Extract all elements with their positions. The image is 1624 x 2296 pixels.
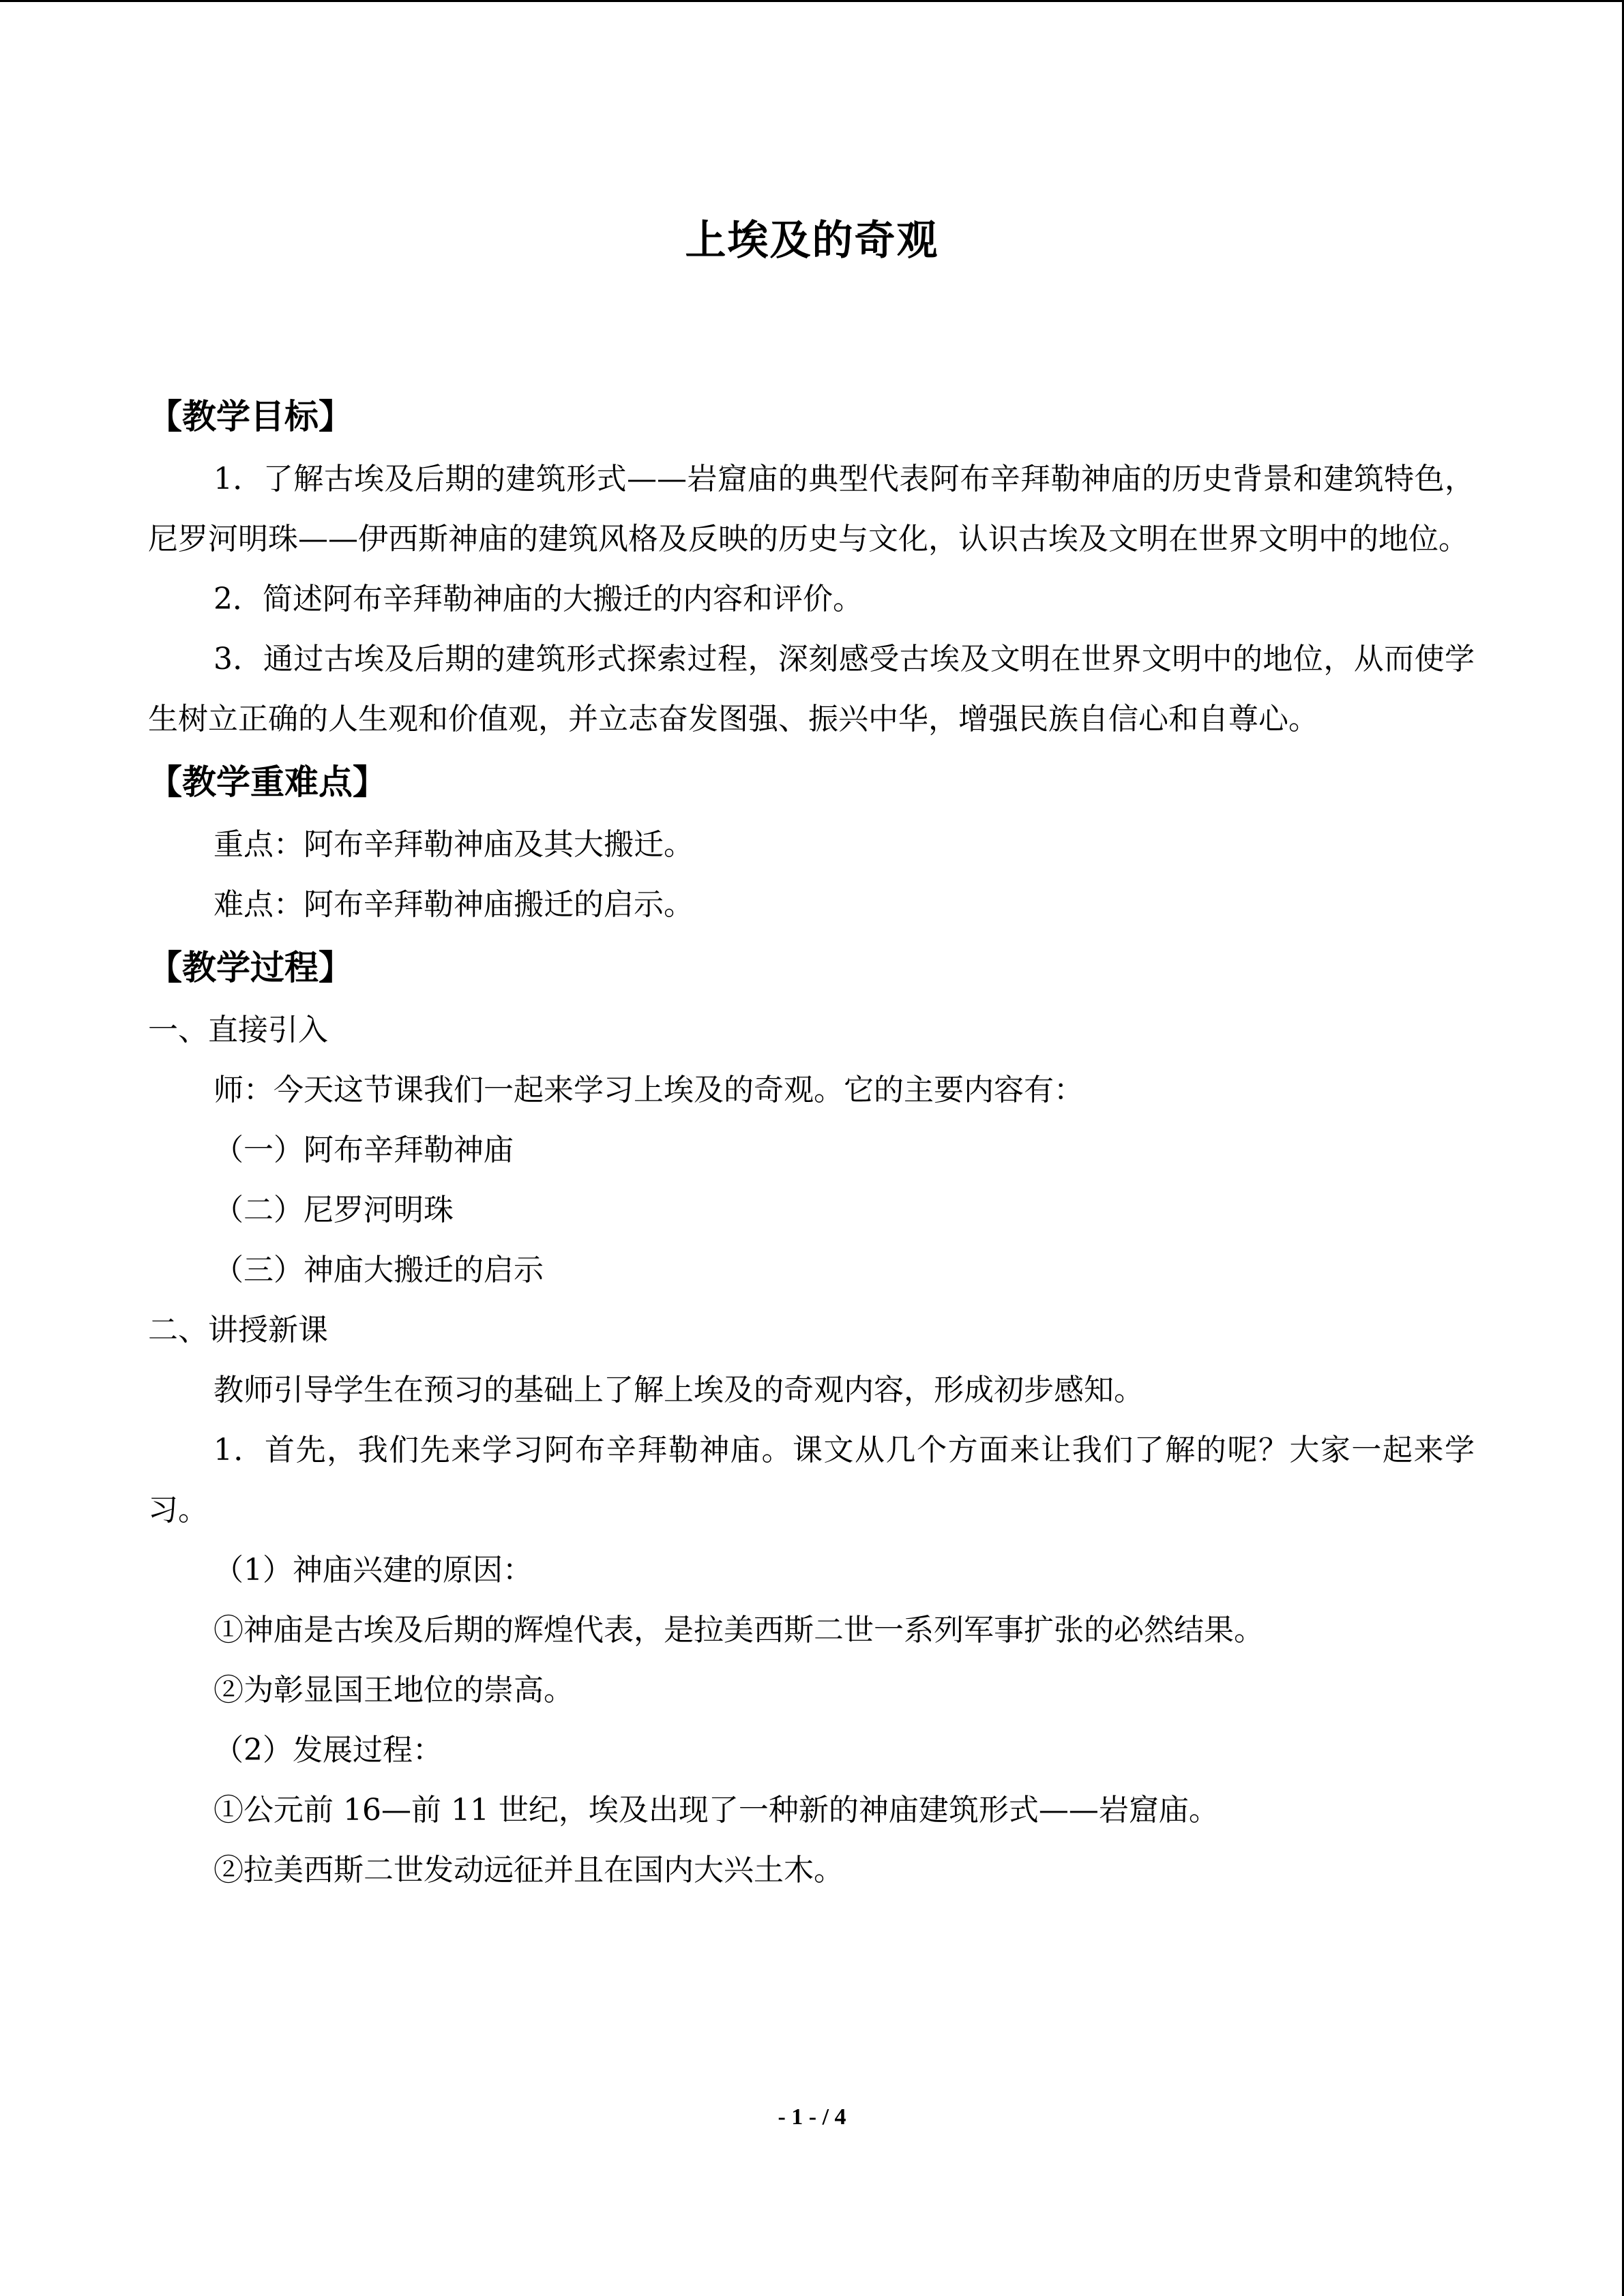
process-sub-item: ①神庙是古埃及后期的辉煌代表，是拉美西斯二世一系列军事扩张的必然结果。 (213, 1613, 1264, 1648)
objective-item: 1．了解古埃及后期的建筑形式——岩窟庙的典型代表阿布辛拜勒神庙的历史背景和建筑特色，尼罗河明珠——伊西斯神庙的建筑风格及反映的历史与文化，认识古埃及文明在世界文明中的地位。 (148, 462, 1475, 556)
process-sub-item: ②拉美西斯二世发动远征并且在国内大兴土木。 (213, 1853, 844, 1888)
process-subheading: （2）发展过程： (213, 1733, 443, 1768)
process-list-item: （三）神庙大搬迁的启示 (213, 1253, 544, 1287)
key-point-item: 难点：阿布辛拜勒神庙搬迁的启示。 (213, 887, 694, 922)
key-point-item: 重点：阿布辛拜勒神庙及其大搬迁。 (213, 827, 694, 862)
process-part-heading: 二、讲授新课 (148, 1313, 328, 1347)
page-number: - 1 - / 4 (778, 2104, 846, 2130)
section-heading-objectives: 【教学目标】 (148, 397, 353, 436)
document-title: 上埃及的奇观 (685, 217, 939, 265)
objective-item: 3．通过古埃及后期的建筑形式探索过程，深刻感受古埃及文明在世界文明中的地位，从而使学生树立正确的人生观和价值观，并立志奋发图强、振兴中华，增强民族自信心和自尊心。 (148, 642, 1475, 736)
section-heading-key-points: 【教学重难点】 (148, 762, 387, 802)
section-heading-process: 【教学过程】 (148, 948, 353, 987)
process-intro: 师：今天这节课我们一起来学习上埃及的奇观。它的主要内容有： (213, 1073, 1084, 1107)
process-sub-item: ①公元前 16—前 11 世纪，埃及出现了一种新的神庙建筑形式——岩窟庙。 (213, 1793, 1219, 1828)
process-intro: 教师引导学生在预习的基础上了解上埃及的奇观内容，形成初步感知。 (213, 1373, 1144, 1407)
objective-item: 2．简述阿布辛拜勒神庙的大搬迁的内容和评价。 (213, 582, 863, 616)
process-part-heading: 一、直接引入 (148, 1013, 328, 1047)
process-list-item: （二）尼罗河明珠 (213, 1193, 454, 1227)
document-body (148, 384, 1475, 1900)
process-list-item: （一）阿布辛拜勒神庙 (213, 1133, 514, 1167)
process-sub-item: ②为彰显国王地位的崇高。 (213, 1673, 574, 1708)
process-point: 1．首先，我们先来学习阿布辛拜勒神庙。课文从几个方面来让我们了解的呢？大家一起来学习。 (148, 1433, 1475, 1527)
process-subheading: （1）神庙兴建的原因： (213, 1553, 533, 1587)
